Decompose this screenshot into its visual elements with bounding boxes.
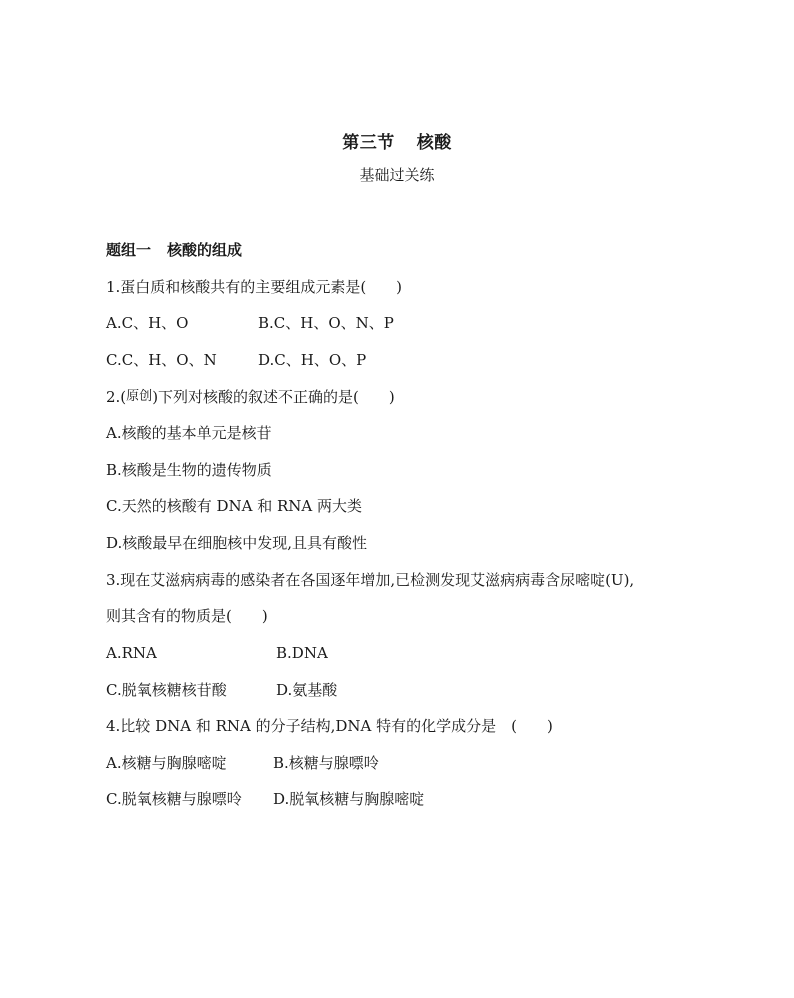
q2-number: 2.(	[106, 388, 127, 406]
title-section: 第三节	[342, 133, 395, 153]
q2-option-b: B.核酸是生物的遗传物质	[106, 461, 272, 479]
q1-option-d: D.C、H、O、P	[258, 351, 367, 369]
q4-option-b: B.核糖与腺嘌呤	[273, 754, 379, 772]
q4-option-d: D.脱氧核糖与胸腺嘧啶	[273, 790, 425, 808]
group-name: 核酸的组成	[167, 241, 243, 259]
page-subtitle: 基础过关练	[359, 166, 435, 184]
q2-option-c: C.天然的核酸有 DNA 和 RNA 两大类	[106, 497, 363, 515]
q3-stem-line2: 则其含有的物质是( )	[106, 607, 268, 625]
q2-stem-text: )下列对核酸的叙述不正确的是( )	[152, 388, 395, 406]
q4-stem: 4.比较 DNA 和 RNA 的分子结构,DNA 特有的化学成分是 ( )	[106, 717, 553, 735]
q3-option-a: A.RNA	[106, 644, 157, 662]
q3-stem-line1: 3.现在艾滋病病毒的感染者在各国逐年增加,已检测发现艾滋病病毒含尿嘧啶(U),	[106, 571, 635, 589]
title-topic: 核酸	[416, 133, 452, 153]
q4-option-a: A.核糖与胸腺嘧啶	[106, 754, 227, 772]
q2-option-d: D.核酸最早在细胞核中发现,且具有酸性	[106, 534, 368, 552]
group-heading	[106, 240, 242, 260]
group-label: 题组一	[106, 241, 152, 259]
q3-option-d: D.氨基酸	[276, 681, 338, 699]
q2-option-a: A.核酸的基本单元是核苷	[106, 424, 272, 442]
q2-stem	[106, 387, 395, 409]
q1-option-b: B.C、H、O、N、P	[258, 314, 394, 332]
q1-option-a: A.C、H、O	[106, 314, 189, 332]
q1-stem: 1.蛋白质和核酸共有的主要组成元素是( )	[106, 278, 403, 296]
original-tag: 原创	[126, 389, 153, 404]
q3-option-c: C.脱氧核糖核苷酸	[106, 681, 227, 699]
page-title	[0, 128, 794, 153]
q1-option-c: C.C、H、O、N	[106, 351, 217, 369]
q3-option-b: B.DNA	[276, 644, 328, 662]
q4-option-c: C.脱氧核糖与腺嘌呤	[106, 790, 242, 808]
